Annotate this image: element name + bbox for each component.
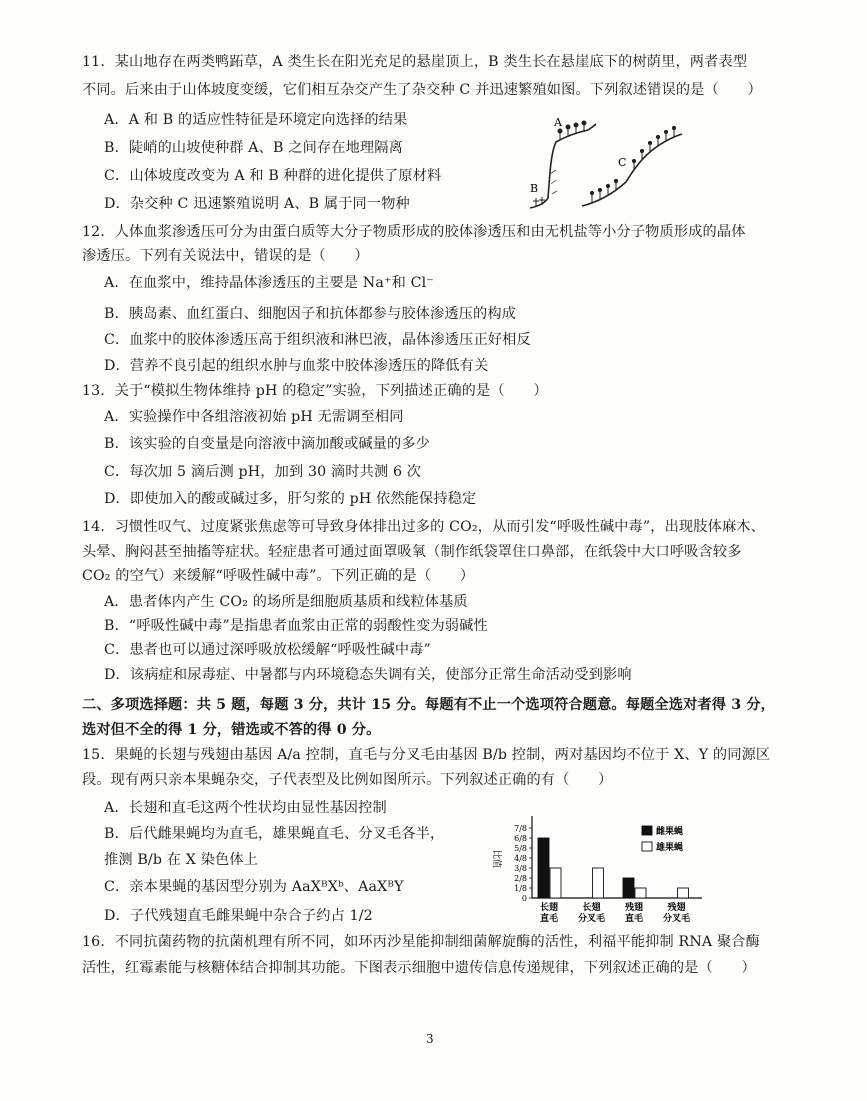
y-tick-label: 6/8 bbox=[514, 834, 527, 843]
q12-option-d: D．营养不良引起的组织水肿与血浆中胶体渗透压的降低有关 bbox=[104, 358, 489, 374]
y-tick-label: 0 bbox=[521, 894, 527, 903]
q14-stem-line-2: 头晕、胸闷甚至抽搐等症状。轻症患者可通过面罩吸氧（制作纸袋罩住口鼻部，在纸袋中大口呼吸含较多 bbox=[82, 544, 742, 560]
x-label-top: 长翅 bbox=[582, 903, 601, 913]
bar-3-1 bbox=[678, 888, 689, 898]
q15-option-b-cont: 推测 B/b 在 X 染色体上 bbox=[104, 852, 258, 868]
y-tick-label: 4/8 bbox=[514, 854, 527, 863]
q12-stem-line-2: 渗透压。下列有关说法中，错误的是（ ） bbox=[82, 248, 369, 264]
q16-stem-line-1: 16．不同抗菌药物的抗菌机理有所不同，如环丙沙星能抑制细菌解旋酶的活性，利福平能抑制 RNA 聚合酶 bbox=[82, 934, 760, 950]
section2-header-line-2: 选对但不全的得 1 分，错选或不答的得 0 分。 bbox=[82, 722, 381, 738]
q13-stem-line-1: 13．关于“模拟生物体维持 pH 的稳定”实验，下列描述正确的是（ ） bbox=[82, 383, 548, 399]
legend-label: 雌果蝇 bbox=[656, 827, 684, 837]
q14-stem-line-1: 14．习惯性叹气、过度紧张焦虑等可导致身体排出过多的 CO₂，从而引发“呼吸性碱中毒”，出现肢体麻木、 bbox=[82, 519, 765, 535]
bar-0-0 bbox=[538, 838, 549, 898]
page-number: 3 bbox=[426, 1032, 434, 1046]
y-tick-label: 3/8 bbox=[514, 864, 527, 873]
q15-option-d: D．子代残翅直毛雌果蝇中杂合子约占 1/2 bbox=[104, 908, 373, 924]
q14-option-c: C．患者也可以通过深呼吸放松缓解“呼吸性碱中毒” bbox=[104, 642, 431, 658]
x-label-bottom: 直毛 bbox=[539, 914, 559, 924]
q13-option-a: A．实验操作中各组溶液初始 pH 无需调至相同 bbox=[104, 409, 404, 425]
chart-y-axis-label: 比值 bbox=[491, 850, 501, 869]
q15-option-c: C．亲本果蝇的基因型分别为 AaXᴮXᵇ、AaXᴮY bbox=[104, 879, 404, 895]
y-tick-label: 2/8 bbox=[514, 874, 527, 883]
bar-1-1 bbox=[593, 868, 604, 898]
bar-2-1 bbox=[635, 888, 646, 898]
fig-label-c: C bbox=[618, 156, 627, 169]
y-tick-label: 7/8 bbox=[514, 824, 527, 833]
q12-stem-line-1: 12．人体血浆渗透压可分为由蛋白质等大分子物质形成的胶体渗透压和由无机盐等小分子物质形成的晶体 bbox=[82, 224, 746, 240]
chart-x-labels bbox=[540, 901, 690, 924]
q13-option-c: C．每次加 5 滴后测 pH，加到 30 滴时共测 6 次 bbox=[104, 464, 422, 480]
x-label-bottom: 直毛 bbox=[624, 914, 644, 924]
fig-label-b: B bbox=[530, 182, 539, 195]
q11-stem-line-2: 不同。后来由于山体坡度变缓，它们相互杂交产生了杂交种 C 并迅速繁殖如图。下列叙述错误的是（ ） bbox=[82, 82, 762, 98]
q13-option-b: B．该实验的自变量是向溶液中滴加酸或碱量的多少 bbox=[104, 436, 431, 452]
offspring-ratio-bar-chart bbox=[490, 808, 720, 928]
q12-option-b: B．胰岛素、血红蛋白、细胞因子和抗体都参与胶体渗透压的构成 bbox=[104, 306, 517, 322]
y-tick-label: 5/8 bbox=[514, 844, 527, 853]
q11-option-d: D．杂交种 C 迅速繁殖说明 A、B 属于同一物种 bbox=[104, 196, 410, 212]
q11-option-a: A．A 和 B 的适应性特征是环境定向选择的结果 bbox=[104, 112, 408, 128]
x-label-bottom: 分叉毛 bbox=[577, 914, 606, 924]
q11-option-b: B．陡峭的山坡使种群 A、B 之间存在地理隔离 bbox=[104, 140, 403, 156]
fig-label-a: A bbox=[554, 116, 562, 129]
q12-option-a: A．在血浆中，维持晶体渗透压的主要是 Na⁺和 Cl⁻ bbox=[104, 275, 434, 291]
q14-option-d: D．该病症和尿毒症、中暑都与内环境稳态失调有关，使部分正常生命活动受到影响 bbox=[104, 667, 632, 683]
q14-stem-line-3: CO₂ 的空气）来缓解“呼吸性碱中毒”。下列正确的是（ ） bbox=[82, 568, 475, 584]
x-label-top: 长翅 bbox=[539, 903, 559, 913]
q11-stem-line-1: 11．某山地存在两类鸭跖草，A 类生长在阳光充足的悬崖顶上，B 类生长在悬崖底下的树荫里，两者表型 bbox=[82, 54, 748, 70]
q11-option-c: C．山体坡度改变为 A 和 B 种群的进化提供了原材料 bbox=[104, 168, 442, 184]
legend-swatch bbox=[642, 842, 652, 851]
q14-option-a: A．患者体内产生 CO₂ 的场所是细胞质基质和线粒体基质 bbox=[104, 594, 468, 610]
q14-option-b: B．“呼吸性碱中毒”是指患者血浆由正常的弱酸性变为弱碱性 bbox=[104, 618, 488, 634]
q12-option-c: C．血浆中的胶体渗透压高于组织液和淋巴液，晶体渗透压正好相反 bbox=[104, 332, 531, 348]
cliff-plant-figure bbox=[526, 112, 686, 210]
bar-0-1 bbox=[550, 868, 561, 898]
chart-legend bbox=[642, 825, 683, 853]
q13-option-d: D．即使加入的酸或碱过多，肝匀浆的 pH 依然能保持稳定 bbox=[104, 491, 477, 507]
q15-stem-line-2: 段。现有两只亲本果蝇杂交，子代表型及比例如图所示。下列叙述正确的有（ ） bbox=[82, 772, 613, 788]
legend-swatch bbox=[642, 826, 652, 835]
x-label-top: 残翅 bbox=[667, 903, 686, 913]
section2-header-line-1: 二、多项选择题：共 5 题，每题 3 分，共计 15 分。每题有不止一个选项符合题意。每题全选对者得 3 分， bbox=[82, 697, 776, 713]
legend-label: 雄果蝇 bbox=[656, 843, 684, 853]
q16-stem-line-2: 活性，红霉素能与核糖体结合抑制其功能。下图表示细胞中遗传信息传递规律，下列叙述正确的是（ ） bbox=[82, 960, 756, 976]
y-tick-label: 1/8 bbox=[514, 884, 527, 893]
x-label-top: 残翅 bbox=[624, 903, 644, 913]
chart-y-ticks bbox=[514, 824, 532, 903]
q15-stem-line-1: 15．果蝇的长翅与残翅由基因 A/a 控制，直毛与分叉毛由基因 B/b 控制，两对基因均不位于 X、Y 的同源区 bbox=[82, 747, 771, 763]
q15-option-b: B．后代雌果蝇均为直毛，雄果蝇直毛、分叉毛各半， bbox=[104, 826, 445, 842]
q15-option-a: A．长翅和直毛这两个性状均由显性基因控制 bbox=[104, 800, 387, 816]
x-label-bottom: 分叉毛 bbox=[662, 914, 691, 924]
bar-2-0 bbox=[623, 878, 634, 898]
